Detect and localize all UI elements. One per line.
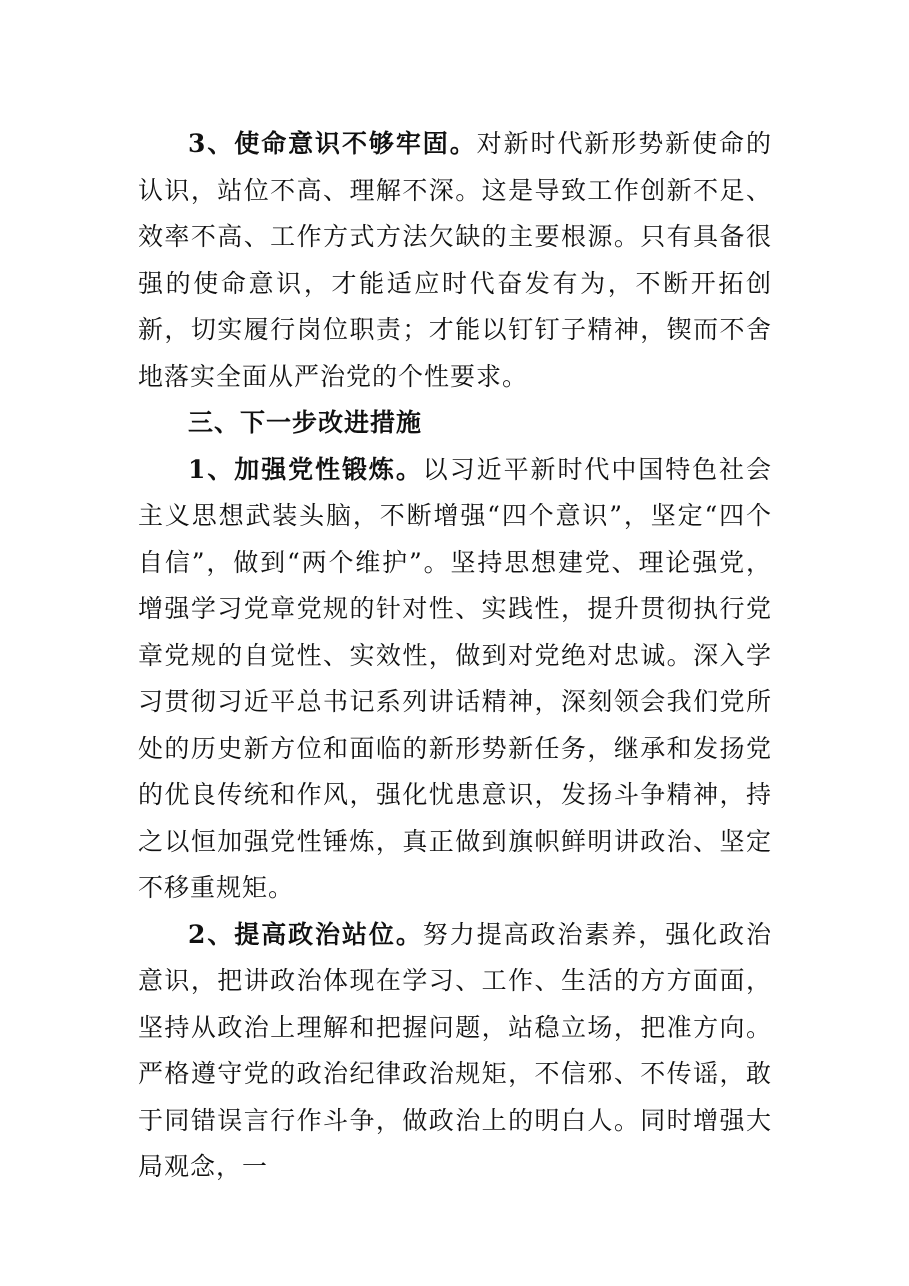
section-heading: 三、下一步改进措施 (188, 408, 423, 437)
document-page (138, 121, 772, 1191)
paragraph-lead: 3、使命意识不够牢固。 (188, 129, 477, 158)
paragraph-body: 对新时代新形势新使命的认识，站位不高、理解不深。这是导致工作创新不足、效率不高、工作方式方法欠缺的主要根源。只有具备很强的使命意识，才能适应时代奋发有为，不断开拓创新，切实履行岗位职责；才能以钉钉子精神，锲而不舍地落实全面从严治党的个性要求。 (138, 129, 772, 391)
paragraph-mission-awareness (138, 121, 772, 400)
paragraph-body: 以习近平新时代中国特色社会主义思想武装头脑，不断增强“四个意识”，坚定“四个自信”，做到“两个维护”。坚持思想建党、理论强党，增强学习党章党规的针对性、实践性，提升贯彻执行党章党规的自觉性、实效性，做到对党绝对忠诚。深入学习贯彻习近平总书记系列讲话精神，深刻领会我们党所处的历史新方位和面临的新形势新任务，继承和发扬党的优良传统和作风，强化忧患意识，发扬斗争精神，持之以恒加强党性锤炼，真正做到旗帜鲜明讲政治、坚定不移重规矩。 (138, 454, 772, 902)
paragraph-party-spirit (138, 447, 772, 912)
paragraph-lead: 1、加强党性锻炼。 (188, 454, 423, 484)
paragraph-lead: 2、提高政治站位。 (188, 919, 423, 949)
paragraph-political-stance (138, 912, 772, 1191)
paragraph-body: 努力提高政治素养，强化政治意识，把讲政治体现在学习、工作、生活的方方面面，坚持从政治上理解和把握问题，站稳立场，把准方向。严格遵守党的政治纪律政治规矩，不信邪、不传谣，敢于同错误言行作斗争，做政治上的明白人。同时增强大局观念，一 (138, 919, 772, 1181)
